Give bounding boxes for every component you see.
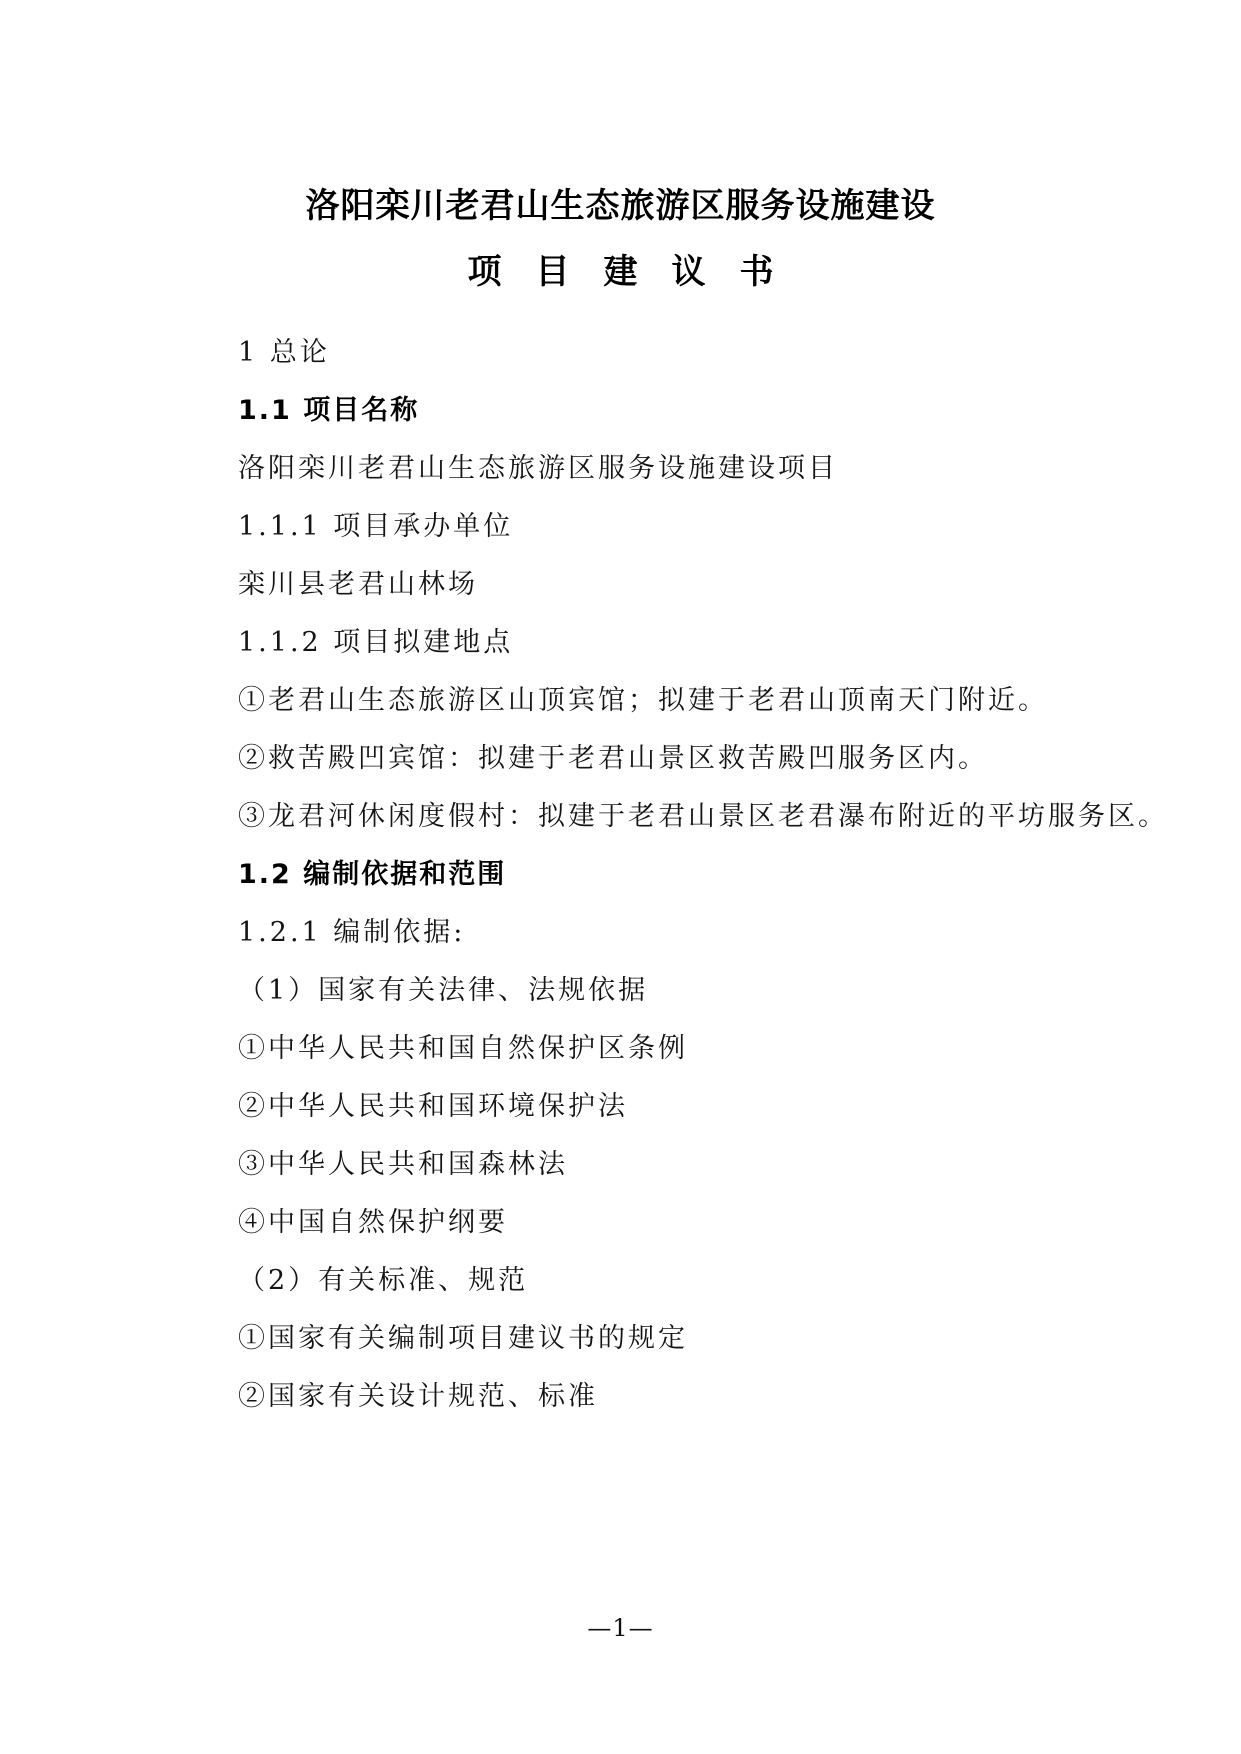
section-heading-1-1-1: 1.1.1 项目承办单位	[238, 511, 514, 542]
section-heading-1-1: 1.1 项目名称	[238, 395, 420, 426]
basis-group-heading: （1）国家有关法律、法规依据	[238, 975, 649, 1006]
project-name-text: 洛阳栾川老君山生态旅游区服务设施建设项目	[238, 453, 838, 484]
location-item: ③龙君河休闲度假村：拟建于老君山景区老君瀑布附近的平坊服务区。	[238, 801, 1168, 832]
organizer-text: 栾川县老君山林场	[238, 569, 478, 600]
section-heading-1-1-2: 1.1.2 项目拟建地点	[238, 627, 514, 658]
basis-item: ③中华人民共和国森林法	[238, 1149, 568, 1180]
document-subtitle: 项目建议书	[467, 252, 808, 292]
section-heading-1: 1 总论	[238, 337, 330, 368]
basis-group-heading: （2）有关标准、规范	[238, 1265, 529, 1296]
location-item: ②救苦殿凹宾馆：拟建于老君山景区救苦殿凹服务区内。	[238, 743, 988, 774]
basis-item: ④中国自然保护纲要	[238, 1207, 508, 1238]
location-item: ①老君山生态旅游区山顶宾馆；拟建于老君山顶南天门附近。	[238, 685, 1048, 716]
section-heading-1-2: 1.2 编制依据和范围	[238, 859, 507, 890]
section-heading-1-2-1: 1.2.1 编制依据:	[238, 917, 466, 948]
basis-item: ②国家有关设计规范、标准	[238, 1381, 598, 1412]
basis-item: ②中华人民共和国环境保护法	[238, 1091, 628, 1122]
document-title: 洛阳栾川老君山生态旅游区服务设施建设	[305, 186, 936, 226]
basis-item: ①国家有关编制项目建议书的规定	[238, 1323, 688, 1354]
basis-item: ①中华人民共和国自然保护区条例	[238, 1033, 688, 1064]
page-number: —1—	[587, 1614, 654, 1642]
